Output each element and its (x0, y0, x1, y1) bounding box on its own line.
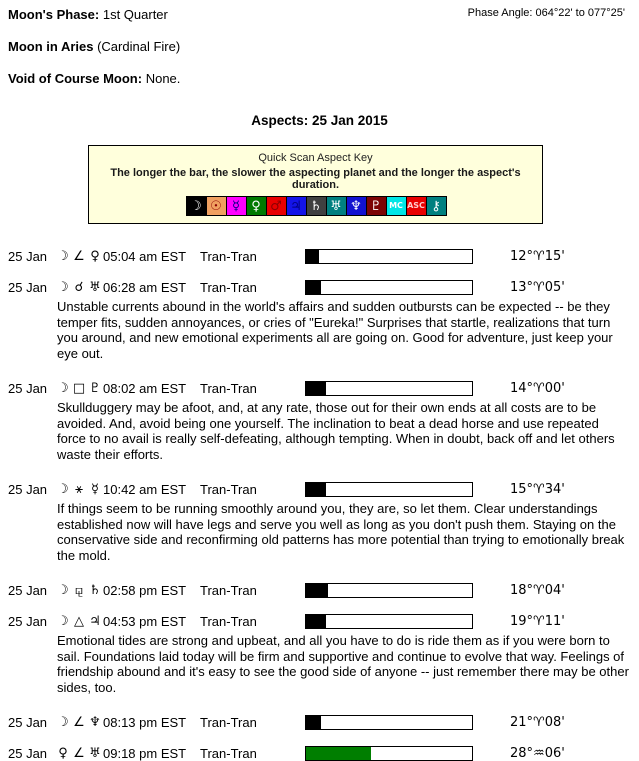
aspect-type: Tran-Tran (200, 714, 257, 730)
aspect-time: 06:28 am EST (103, 279, 187, 295)
aspect-degree: 12°♈15' (510, 248, 565, 264)
aspect-date: 25 Jan (8, 613, 48, 629)
aspect-row (0, 380, 639, 396)
aspect-strength-bar (305, 482, 473, 497)
mercury-key-icon: ☿ (226, 196, 247, 216)
venus-key-icon: ♀ (246, 196, 267, 216)
aspect-type: Tran-Tran (200, 582, 257, 598)
aspect-time: 02:58 pm EST (103, 582, 187, 598)
aspect-date: 25 Jan (8, 481, 48, 497)
conjunction-icon: ☌ (74, 279, 84, 295)
semisquare-icon: ∠ (73, 745, 85, 761)
aspect-description: Emotional tides are strong and upbeat, and all you have to do is ride them as if you were born to sail. Foundations laid today will be firm and supportive and continue to evolve that way. Feelings of friendship abound and it's easy to see the good side of anyone -- just remember there may be other sides, too. (57, 633, 629, 695)
aspect-glyphs (55, 381, 103, 396)
voc-value: None. (145, 71, 181, 86)
moon-icon: ☽ (57, 714, 69, 730)
aspect-strength-fill (306, 281, 321, 294)
aspect-strength-bar (305, 715, 473, 730)
aspect-row (0, 481, 639, 497)
aspect-degree: 19°♈11' (510, 613, 565, 629)
aspect-degree: 21°♈08' (510, 714, 565, 730)
aspect-date: 25 Jan (8, 745, 48, 761)
aspect-glyphs (55, 249, 103, 264)
aspect-date: 25 Jan (8, 714, 48, 730)
moon-icon: ☽ (57, 613, 69, 629)
aspect-strength-bar (305, 614, 473, 629)
pluto-icon: ♇ (89, 380, 101, 396)
moon-icon: ☽ (57, 481, 69, 497)
planet-key-strip (93, 196, 538, 216)
aspect-type: Tran-Tran (200, 481, 257, 497)
page-title: Aspects: 25 Jan 2015 (251, 113, 388, 128)
aspect-time: 10:42 am EST (103, 481, 187, 497)
aspect-glyphs (55, 280, 103, 295)
aspect-description: If things seem to be running smoothly around you, they are, so let them. Clear understandings established now will have legs and serve you well as long as you don't push them. Staying on the conservative side and reconfirming old patterns has more potential than trying to emotionally break the mold. (57, 501, 625, 563)
moon-icon: ☽ (57, 248, 69, 264)
aspect-strength-fill (306, 382, 326, 395)
asc-key-icon: ASC (406, 196, 427, 216)
mercury-icon: ☿ (91, 481, 99, 497)
aspect-row (0, 248, 639, 264)
moon-icon: ☽ (57, 582, 69, 598)
aspect-row (0, 745, 639, 761)
pluto-key-icon: ♇ (366, 196, 387, 216)
phase-angle: Phase Angle: 064°22' to 077°25' (467, 7, 625, 19)
aspect-strength-fill (306, 250, 319, 263)
aspect-time: 05:04 am EST (103, 248, 187, 264)
moon-in-label: Moon in Aries (8, 39, 94, 54)
aspect-type: Tran-Tran (200, 613, 257, 629)
aspect-type: Tran-Tran (200, 248, 257, 264)
jupiter-key-icon: ♃ (286, 196, 307, 216)
trine-icon: △ (74, 613, 84, 629)
aspect-strength-bar (305, 280, 473, 295)
aspect-degree: 13°♈05' (510, 279, 565, 295)
moon-in-sign (0, 22, 639, 54)
aspect-degree: 15°♈34' (510, 481, 565, 497)
sesquiquadrate-icon: ⚼ (74, 582, 84, 598)
aspect-type: Tran-Tran (200, 380, 257, 396)
moons-phase-value: 1st Quarter (102, 7, 168, 22)
aspect-strength-fill (306, 615, 326, 628)
aspect-date: 25 Jan (8, 279, 48, 295)
voc-label: Void of Course Moon: (8, 71, 143, 86)
aspect-description: Unstable currents abound in the world's affairs and sudden outbursts can be expected -- be they temper fits, sudden annoyances, or cries of "Eureka!" Surprises that startle, realizations that turn you around, and new emotional experiments all are going on. Good for adventure, just keep your eye out. (57, 299, 613, 361)
aspect-time: 08:02 am EST (103, 380, 187, 396)
aspect-date: 25 Jan (8, 380, 48, 396)
aspect-type: Tran-Tran (200, 745, 257, 761)
semisquare-icon: ∠ (73, 714, 85, 730)
saturn-icon: ♄ (89, 582, 101, 598)
aspect-degree: 14°♈00' (510, 380, 565, 396)
aspect-row (0, 714, 639, 730)
moon-icon: ☽ (57, 279, 69, 295)
aspect-strength-bar (305, 583, 473, 598)
aspect-glyphs (55, 583, 103, 598)
aspect-strength-fill (306, 584, 328, 597)
moon-key-icon: ☽ (186, 196, 207, 216)
aspect-time: 08:13 pm EST (103, 714, 187, 730)
aspect-strength-fill (306, 747, 371, 760)
moon-icon: ☽ (57, 380, 69, 396)
venus-icon: ♀ (58, 745, 68, 761)
uranus-icon: ♅ (89, 745, 101, 761)
aspect-glyphs (55, 614, 103, 629)
aspect-strength-bar (305, 381, 473, 396)
mars-key-icon: ♂ (266, 196, 287, 216)
aspect-degree: 18°♈04' (510, 582, 565, 598)
aspect-time: 09:18 pm EST (103, 745, 187, 761)
aspect-strength-bar (305, 746, 473, 761)
aspect-type: Tran-Tran (200, 279, 257, 295)
aspect-glyphs (55, 746, 103, 761)
moon-in-value: (Cardinal Fire) (97, 39, 181, 54)
aspect-date: 25 Jan (8, 582, 48, 598)
aspect-glyphs (55, 482, 103, 497)
aspect-time: 04:53 pm EST (103, 613, 187, 629)
mc-key-icon: MC (386, 196, 407, 216)
neptune-icon: ♆ (89, 714, 101, 730)
sextile-icon: ⚹ (75, 481, 83, 497)
aspect-list (0, 248, 639, 761)
header-line-1 (0, 0, 639, 22)
moons-phase-label: Moon's Phase: (8, 7, 100, 22)
chiron-key-icon: ⚷ (426, 196, 447, 216)
semisquare-icon: ∠ (73, 248, 85, 264)
aspect-strength-bar (305, 249, 473, 264)
saturn-key-icon: ♄ (306, 196, 327, 216)
venus-icon: ♀ (90, 248, 100, 264)
aspect-degree: 28°♒06' (510, 745, 565, 761)
aspect-glyphs (55, 715, 103, 730)
quick-scan-aspect-key (88, 145, 543, 224)
aspect-row (0, 613, 639, 629)
key-title: Quick Scan Aspect Key (258, 152, 373, 164)
square-icon: □ (72, 380, 86, 396)
moons-phase (8, 7, 168, 22)
aspect-date: 25 Jan (8, 248, 48, 264)
neptune-key-icon: ♆ (346, 196, 367, 216)
uranus-key-icon: ♅ (326, 196, 347, 216)
uranus-icon: ♅ (89, 279, 101, 295)
aspect-strength-fill (306, 716, 321, 729)
aspect-strength-fill (306, 483, 326, 496)
void-of-course (0, 54, 639, 86)
aspect-row (0, 582, 639, 598)
key-subtitle: The longer the bar, the slower the aspecting planet and the longer the aspect's duration. (110, 167, 521, 191)
jupiter-icon: ♃ (89, 613, 101, 629)
aspect-row (0, 279, 639, 295)
aspect-description: Skullduggery may be afoot, and, at any rate, those out for their own ends at all costs are to be avoided. And, avoid being one yourself. The inclination to beat a dead horse and use repeated force to no avail is really self-defeating, although tempting. When in doubt, back off and let others waste their efforts. (57, 400, 615, 462)
sun-key-icon: ☉ (206, 196, 227, 216)
